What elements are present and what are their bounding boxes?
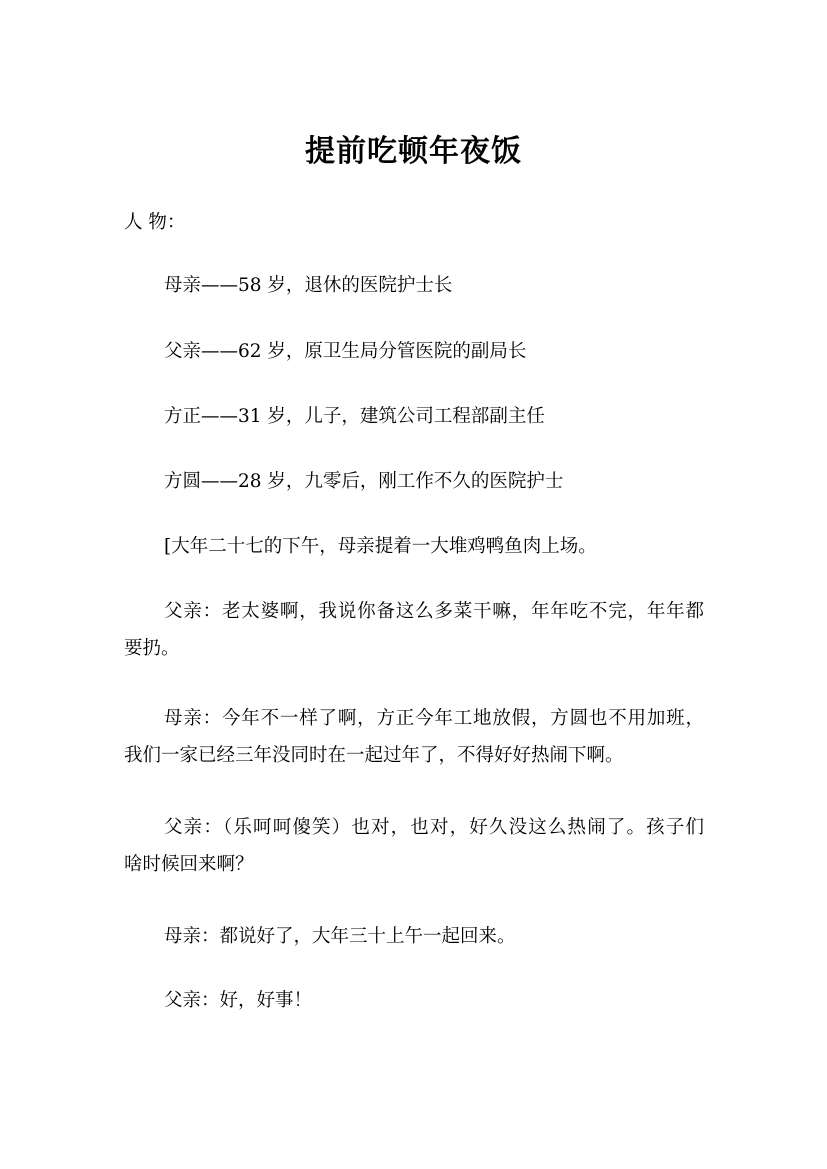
document-title: 提前吃顿年夜饭	[305, 134, 522, 169]
cast-member-father: 父亲——62 岁，原卫生局分管医院的副局长	[164, 341, 527, 362]
dialogue-line: 母亲：今年不一样了啊，方正今年工地放假，方圆也不用加班，	[164, 708, 704, 729]
dialogue-line: 父亲：老太婆啊，我说你备这么多菜干嘛，年年吃不完，年年都	[164, 601, 704, 622]
dialogue-paragraph	[124, 704, 704, 771]
dialogue-line: 父亲：（乐呵呵傻笑）也对，也对，好久没这么热闹了。孩子们	[164, 817, 704, 838]
cast-member-daughter: 方圆——28 岁，九零后，刚工作不久的医院护士	[164, 471, 564, 492]
cast-member-mother: 母亲——58 岁，退休的医院护士长	[164, 275, 453, 296]
dialogue-line-continuation: 啥时候回来啊？	[124, 854, 254, 875]
cast-member-son: 方正——31 岁，儿子，建筑公司工程部副主任	[164, 406, 545, 427]
dialogue-paragraph: 父亲：好，好事！	[164, 990, 313, 1011]
dialogue-paragraph	[124, 813, 704, 880]
dialogue-paragraph: 母亲：都说好了，大年三十上午一起回来。	[164, 926, 516, 947]
dialogue-line-continuation: 我们一家已经三年没同时在一起过年了，不得好好热闹下啊。	[124, 745, 624, 766]
dialogue-paragraph	[124, 597, 704, 664]
cast-heading: 人 物：	[124, 212, 186, 233]
dialogue-line-continuation: 要扔。	[124, 638, 180, 659]
stage-direction: [大年二十七的下午，母亲提着一大堆鸡鸭鱼肉上场。	[164, 536, 597, 557]
